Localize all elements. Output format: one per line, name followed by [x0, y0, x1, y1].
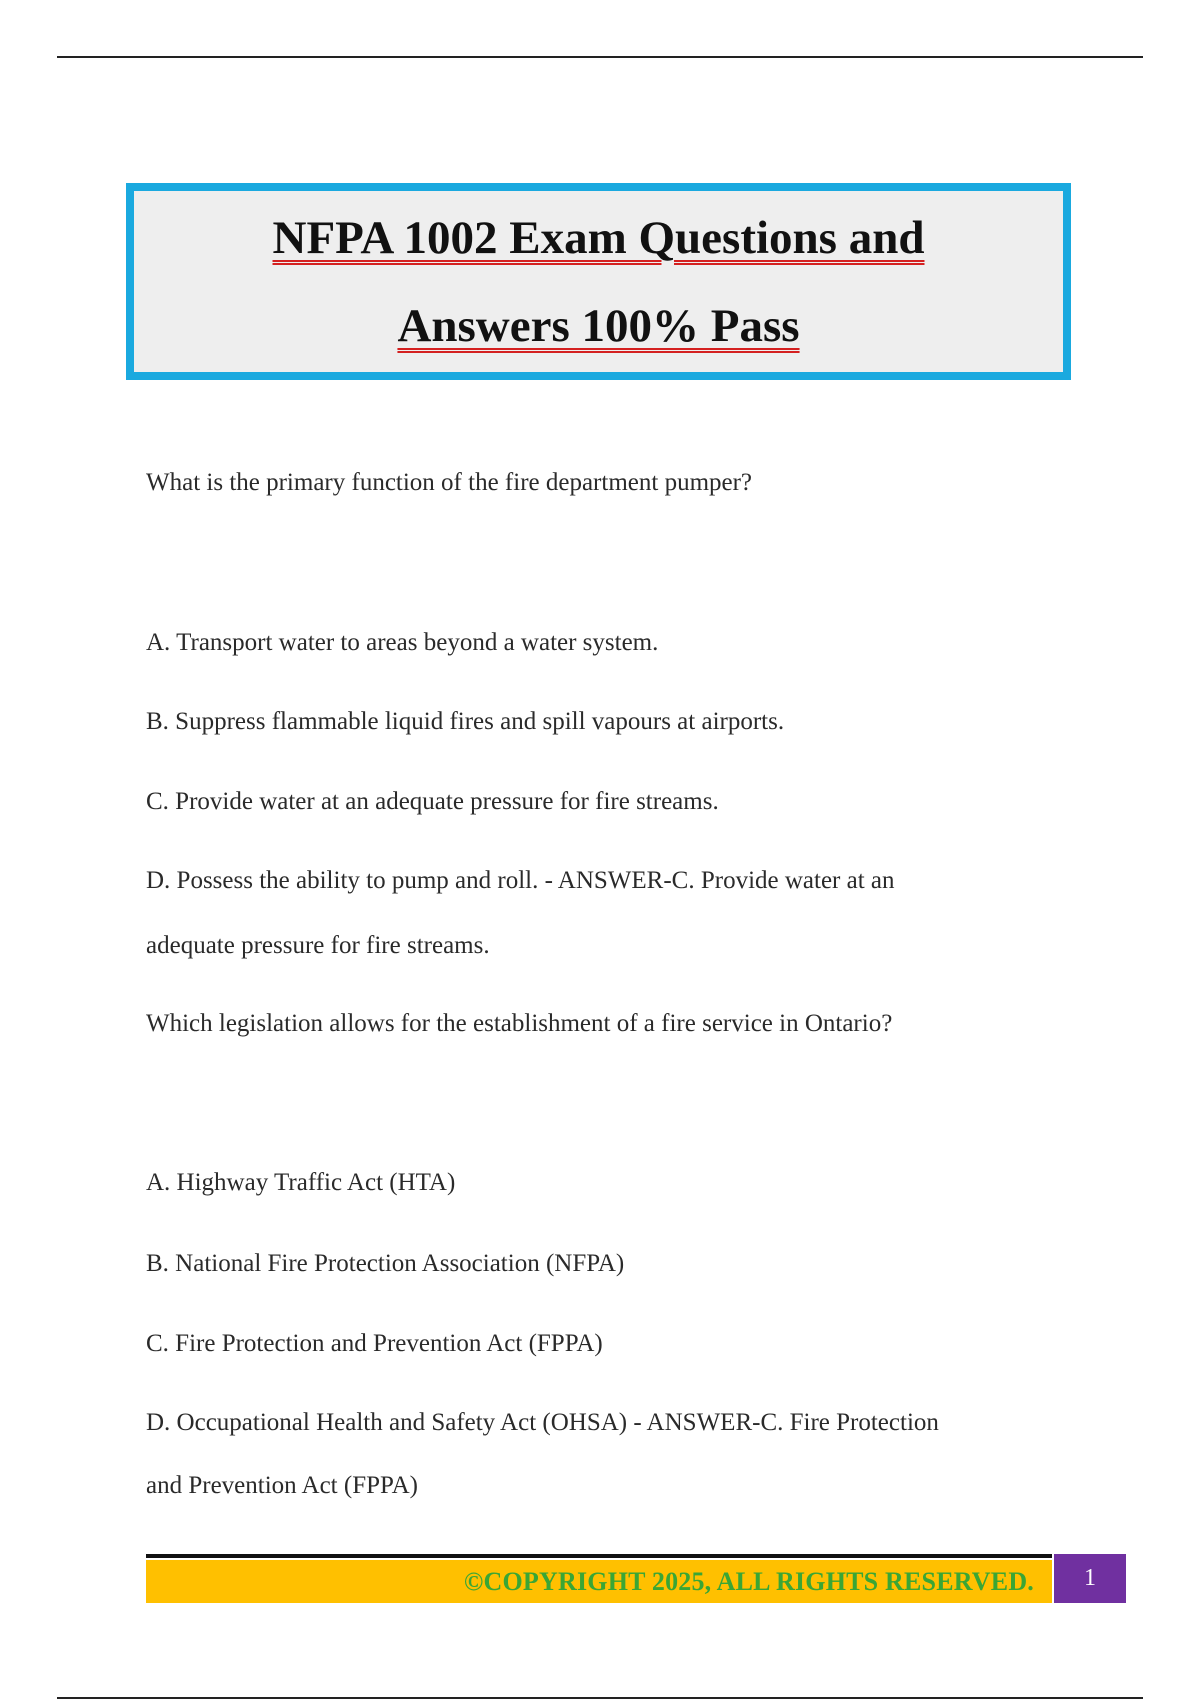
title-line-2: Answers 100% Pass — [397, 299, 800, 352]
question-1-option-c: C. Provide water at an adequate pressure for fire streams. — [146, 788, 719, 815]
question-2-option-d: D. Occupational Health and Safety Act (OHSA) - ANSWER-C. Fire Protection — [146, 1409, 939, 1436]
question-2-option-b: B. National Fire Protection Association (NFPA) — [146, 1250, 625, 1277]
question-1-option-d: D. Possess the ability to pump and roll. - ANSWER-C. Provide water at an — [146, 867, 895, 894]
question-1-option-a: A. Transport water to areas beyond a water system. — [146, 629, 659, 656]
question-1-answer-continuation: adequate pressure for fire streams. — [146, 932, 490, 959]
question-2: Which legislation allows for the establishment of a fire service in Ontario? — [146, 1010, 893, 1037]
footer-bar — [146, 1560, 1052, 1603]
page-number: 1 — [1054, 1554, 1126, 1603]
question-1-option-b: B. Suppress flammable liquid fires and spill vapours at airports. — [146, 708, 785, 735]
header-rule — [57, 56, 1143, 58]
question-2-answer-continuation: and Prevention Act (FPPA) — [146, 1472, 418, 1499]
copyright-text: ©COPYRIGHT 2025, ALL RIGHTS RESERVED. — [463, 1566, 1034, 1596]
bottom-rule — [57, 1697, 1143, 1699]
question-2-option-c: C. Fire Protection and Prevention Act (FPPA) — [146, 1330, 603, 1357]
footer-rule — [146, 1554, 1052, 1558]
question-2-option-a: A. Highway Traffic Act (HTA) — [146, 1169, 456, 1196]
question-1: What is the primary function of the fire department pumper? — [146, 469, 753, 496]
title-line-1: NFPA 1002 Exam Questions and — [272, 211, 925, 264]
title-box — [126, 183, 1071, 380]
